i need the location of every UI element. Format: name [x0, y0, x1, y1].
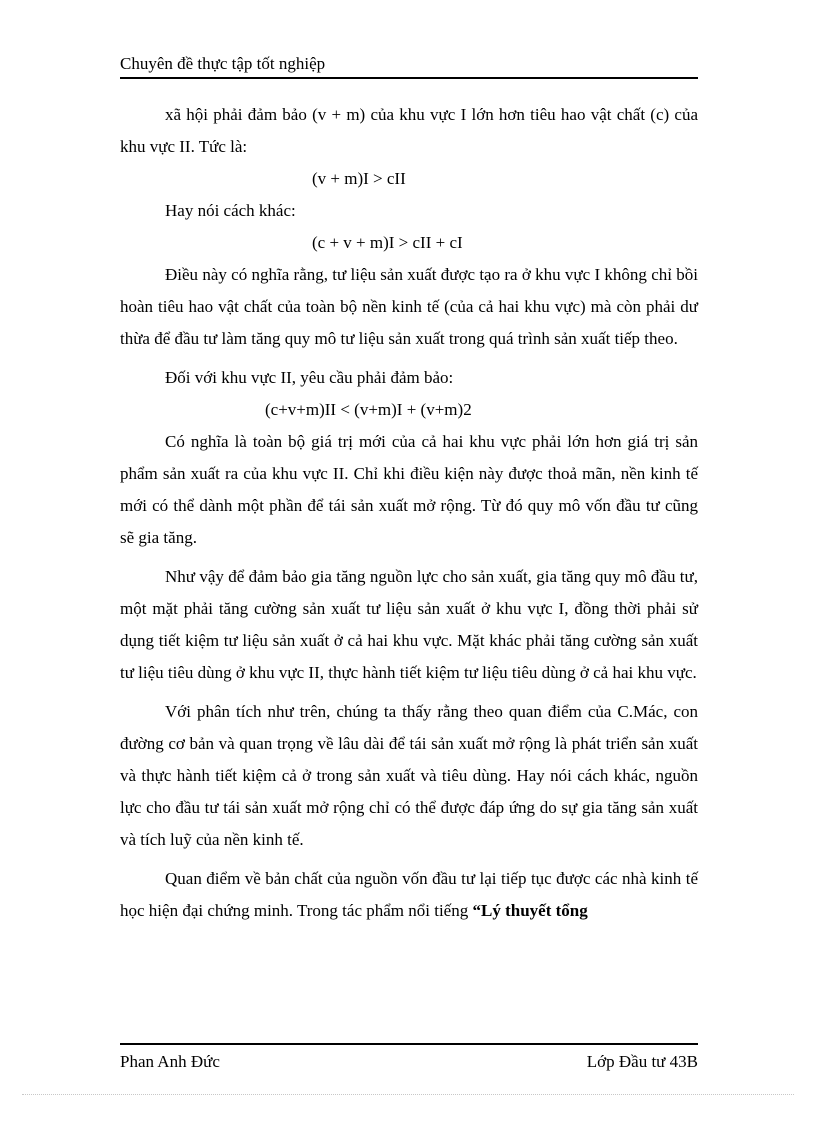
formula-3: (c+v+m)II < (v+m)I + (v+m)2 — [265, 400, 472, 419]
book-title: “Lý thuyết tổng — [472, 901, 588, 920]
paragraph-5: Có nghĩa là toàn bộ giá trị mới của cả hai khu vực phải lớn hơn giá trị sản phẩm sản xuất ra của khu vực II. Chỉ khi điều kiện này được thoả mãn, nền kinh tế mới có thể dành một phần để tái sản xuất mở rộng. Từ đó quy mô vốn đầu tư cũng sẽ gia tăng. — [120, 432, 698, 547]
paragraph-8 — [120, 863, 698, 927]
paragraph-4: Đối với khu vực II, yêu cầu phải đảm bảo: — [165, 368, 454, 387]
formula-2: (c + v + m)I > cII + cI — [312, 233, 463, 252]
page-break-line — [22, 1094, 794, 1095]
document-body — [120, 99, 698, 927]
paragraph-1: xã hội phải đảm bảo (v + m) của khu vực I lớn hơn tiêu hao vật chất (c) của khu vực II. Tức là: — [120, 105, 698, 156]
paragraph-6: Như vậy để đảm bảo gia tăng nguồn lực cho sản xuất, gia tăng quy mô đầu tư, một mặt phải tăng cường sản xuất tư liệu sản xuất ở khu vực I, đồng thời phải sử dụng tiết kiệm tư liệu sản xuất ở cả hai khu vực. Mặt khác phải tăng cường sản xuất tư liệu tiêu dùng ở khu vực II, thực hành tiết kiệm tư liệu tiêu dùng ở cả hai khu vực. — [120, 567, 698, 682]
footer-class: Lớp Đầu tư 43B — [586, 1052, 698, 1071]
footer-author: Phan Anh Đức — [120, 1052, 220, 1071]
formula-1: (v + m)I > cII — [312, 169, 406, 188]
paragraph-2: Hay nói cách khác: — [165, 201, 296, 220]
page-header: Chuyên đề thực tập tốt nghiệp — [120, 53, 698, 79]
paragraph-8-text: Quan điểm về bản chất của nguồn vốn đầu tư lại tiếp tục được các nhà kinh tế học hiện đại chứng minh. Trong tác phẩm nổi tiếng — [120, 869, 698, 920]
paragraph-3: Điều này có nghĩa rằng, tư liệu sản xuất được tạo ra ở khu vực I không chỉ bồi hoàn tiêu hao vật chất của toàn bộ nền kinh tế (của cả hai khu vực) mà còn phải dư thừa để đầu tư làm tăng quy mô tư liệu sản xuất trong quá trình sản xuất tiếp theo. — [120, 265, 698, 348]
page-footer — [120, 1043, 698, 1073]
paragraph-7: Với phân tích như trên, chúng ta thấy rằng theo quan điểm của C.Mác, con đường cơ bản và quan trọng về lâu dài để tái sản xuất mở rộng là phát triển sản xuất và thực hành tiết kiệm cả ở trong sản xuất và tiêu dùng. Hay nói cách khác, nguồn lực cho đầu tư tái sản xuất mở rộng chỉ có thể được đáp ứng do sự gia tăng sản xuất và tích luỹ của nền kinh tế. — [120, 702, 698, 849]
